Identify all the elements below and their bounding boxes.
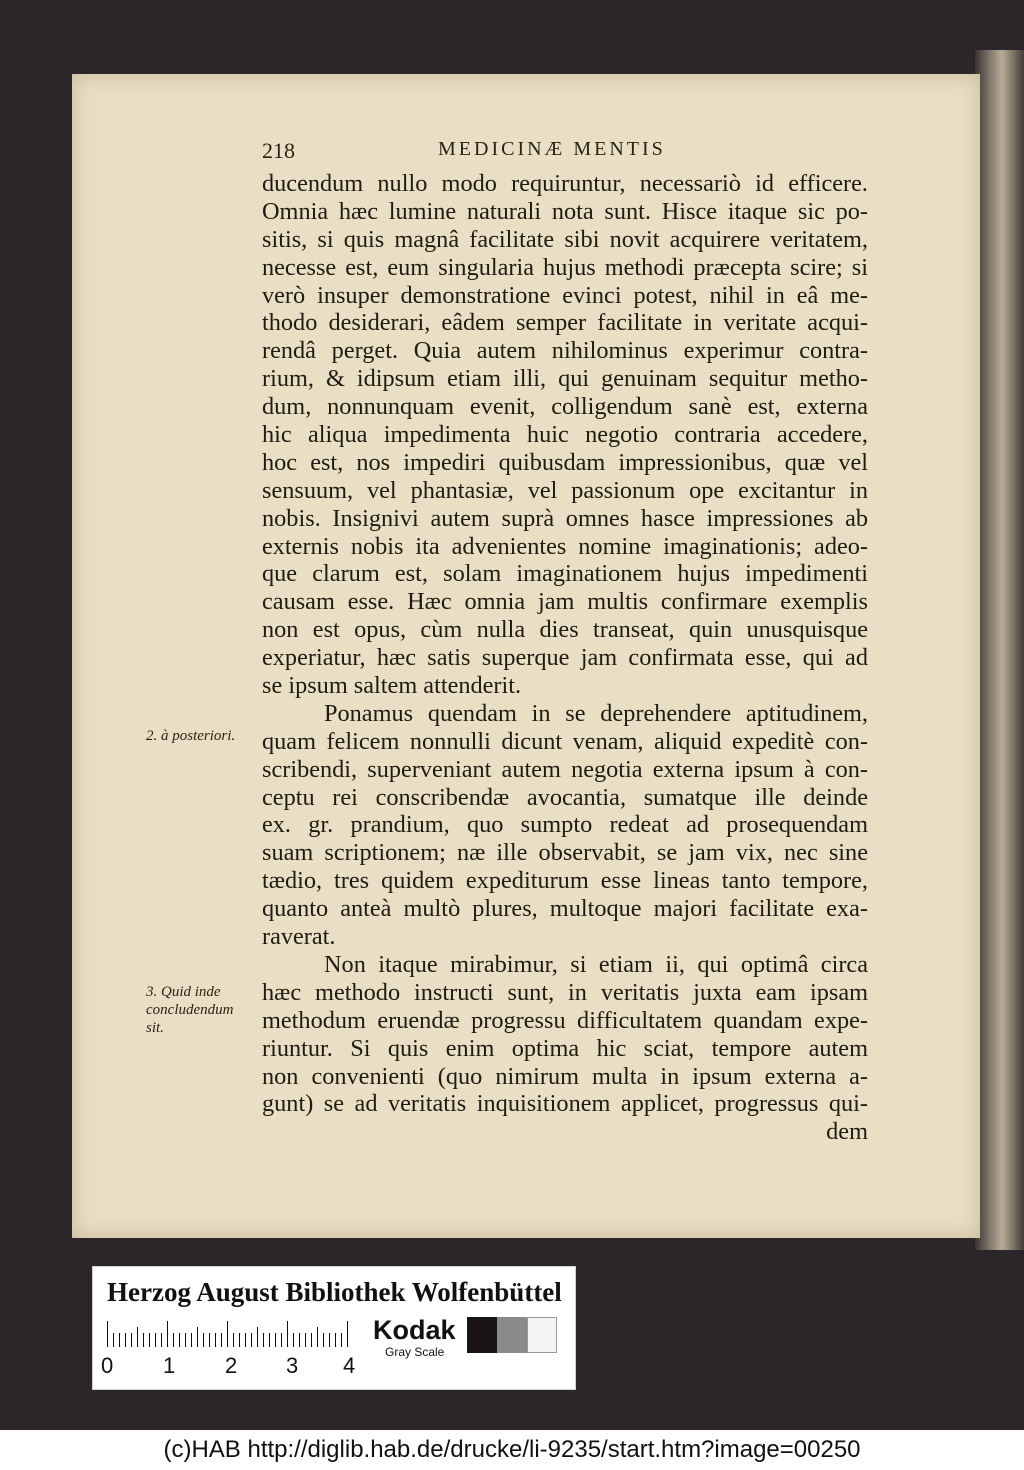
ruler-tick (281, 1333, 282, 1347)
ruler-tick (257, 1327, 258, 1347)
page-number: 218 (262, 138, 295, 163)
ruler-label: 2 (225, 1353, 238, 1378)
color-target-card (92, 1266, 576, 1390)
running-head: MEDICINÆ MENTIS (438, 138, 666, 160)
ruler-tick (215, 1333, 216, 1347)
facing-page-edge (975, 50, 1024, 1250)
ruler-tick (329, 1333, 330, 1347)
text-line: rium, & idipsum etiam illi, qui genuinam sequitur metho- (262, 365, 868, 393)
ruler-tick (245, 1333, 246, 1347)
ruler-tick (317, 1327, 318, 1347)
text-line: hæc methodo instructi sunt, in veritatis juxta eam ipsam (262, 978, 868, 1006)
text-line: suam scriptionem; næ ille observabit, se jam vix, nec sine (262, 839, 868, 867)
ruler-tick (323, 1333, 324, 1347)
ruler-tick (191, 1333, 192, 1347)
text-line: nobis. Insignivi autem suprà omnes hasce impressiones ab (262, 504, 868, 532)
gray-swatch-dark (467, 1317, 497, 1353)
ruler-tick (239, 1333, 240, 1347)
ruler-tick (125, 1333, 126, 1347)
library-name: Herzog August Bibliothek Wolfenbüttel (107, 1277, 562, 1307)
text-line: que clarum est, solam imaginationem hujus impedimenti (262, 560, 868, 588)
ruler-tick (137, 1327, 138, 1347)
text-line: sitis, si quis magnâ facilitate sibi novit acquirere veritatem, (262, 225, 868, 253)
ruler-tick (179, 1333, 180, 1347)
text-line: ducendum nullo modo requiruntur, necessariò id efficere. (262, 170, 868, 197)
ruler-tick (149, 1333, 150, 1347)
ruler-tick (203, 1333, 204, 1347)
margin-note-text: 2. à posteriori. (146, 728, 236, 744)
margin-note-a-posteriori (146, 727, 235, 745)
ruler-tick (293, 1333, 294, 1347)
text-line: methodum eruendæ progressu difficultatem quandam expe- (262, 1006, 868, 1034)
page-header (262, 138, 862, 168)
ruler-tick (185, 1333, 186, 1347)
ruler-tick (107, 1321, 108, 1347)
margin-note-line: sit. (146, 1020, 164, 1036)
text-line: ex. gr. prandium, quo sumpto redeat ad prosequendam (262, 811, 868, 839)
text-line: dum, nonnunquam evenit, colligendum sanè est, externa (262, 393, 868, 421)
text-line: externis nobis ita advenientes nomine imaginationis; adeo- (262, 532, 868, 560)
ruler-label: 0 (101, 1353, 114, 1378)
text-line: hoc est, nos impediri quibusdam impressionibus, quæ vel (262, 448, 868, 476)
ruler-tick (335, 1333, 336, 1347)
text-line: scribendi, superveniant autem negotia externa ipsum à con- (262, 755, 868, 783)
ruler-tick (209, 1333, 210, 1347)
text-line: thodo desiderari, eâdem semper facilitate in veritate acqui- (262, 309, 868, 337)
ruler-label: 4 (343, 1353, 356, 1378)
scale-ruler (107, 1321, 347, 1347)
text-line: se ipsum saltem attenderit. (262, 672, 522, 700)
text-line: raverat. (262, 923, 336, 951)
ruler-tick (119, 1333, 120, 1347)
margin-note-quid-inde (146, 983, 233, 1037)
ruler-tick (299, 1333, 300, 1347)
ruler-tick (167, 1321, 168, 1347)
text-line: Ponamus quendam in se deprehendere aptitudinem, (324, 699, 868, 727)
ruler-tick (275, 1333, 276, 1347)
text-line: ceptu rei conscribendæ avocantia, sumatque ille deinde (262, 783, 868, 811)
text-line: experiatur, hæc satis superque jam confirmata esse, qui ad (262, 644, 868, 672)
gray-scale-label: Gray Scale (385, 1345, 445, 1359)
text-line: verò insuper demonstratione evinci potest, nihil in eâ me- (262, 281, 868, 309)
text-line: necesse est, eum singularia hujus methodi præcepta scire; si (262, 253, 868, 281)
ruler-tick (221, 1333, 222, 1347)
text-line: non est opus, cùm nulla dies transeat, quin unusquisque (262, 616, 868, 644)
text-line: dem (826, 1118, 868, 1146)
ruler-label: 3 (286, 1353, 299, 1378)
body-text (262, 170, 868, 1146)
text-line: hic aliqua impedimenta huic negotio contraria accedere, (262, 421, 868, 449)
text-line: causam esse. Hæc omnia jam multis confirmare exemplis (262, 588, 868, 616)
text-line: gunt) se ad veritatis inquisitionem applicet, progressus qui- (262, 1090, 868, 1118)
ruler-tick (143, 1333, 144, 1347)
gray-swatch-mid (497, 1317, 527, 1353)
text-line: Omnia hæc lumine naturali nota sunt. Hisce itaque sic po- (262, 197, 868, 225)
ruler-tick (311, 1333, 312, 1347)
ruler-tick (341, 1333, 342, 1347)
ruler-label: 1 (163, 1353, 176, 1378)
ruler-tick (197, 1327, 198, 1347)
ruler-tick (113, 1333, 114, 1347)
kodak-logo: Kodak (373, 1315, 456, 1345)
copyright-caption: (c)HAB http://diglib.hab.de/drucke/li-9235/start.htm?image=00250 (163, 1436, 861, 1463)
text-line: riuntur. Si quis enim optima hic sciat, tempore autem (262, 1034, 868, 1062)
ruler-tick (233, 1333, 234, 1347)
ruler-tick (161, 1333, 162, 1347)
margin-note-line: 3. Quid inde (146, 984, 221, 1000)
ruler-tick (263, 1333, 264, 1347)
ruler-tick (269, 1333, 270, 1347)
ruler-tick (155, 1333, 156, 1347)
text-line: rendâ perget. Quia autem nihilominus experimur contra- (262, 337, 868, 365)
text-line: sensuum, vel phantasiæ, vel passionum ope excitantur in (262, 476, 868, 504)
text-line: quanto anteà multò plures, multoque majori facilitate exa- (262, 895, 868, 923)
ruler-tick (131, 1333, 132, 1347)
text-line: Non itaque mirabimur, si etiam ii, qui optimâ circa (324, 950, 868, 978)
ruler-tick (251, 1333, 252, 1347)
gray-swatch-light (527, 1317, 557, 1353)
text-line: quam felicem nonnulli dicunt venam, aliquid expeditè con- (262, 727, 868, 755)
ruler-tick (305, 1333, 306, 1347)
text-line: non convenienti (quo nimirum multa in ipsum externa a- (262, 1062, 868, 1090)
ruler-tick (287, 1321, 288, 1347)
ruler-tick (347, 1321, 348, 1347)
ruler-tick (227, 1321, 228, 1347)
margin-note-line: concludendum (146, 1002, 234, 1018)
text-line: tædio, tres quidem expediturum esse lineas tanto tempore, (262, 867, 868, 895)
ruler-tick (173, 1333, 174, 1347)
